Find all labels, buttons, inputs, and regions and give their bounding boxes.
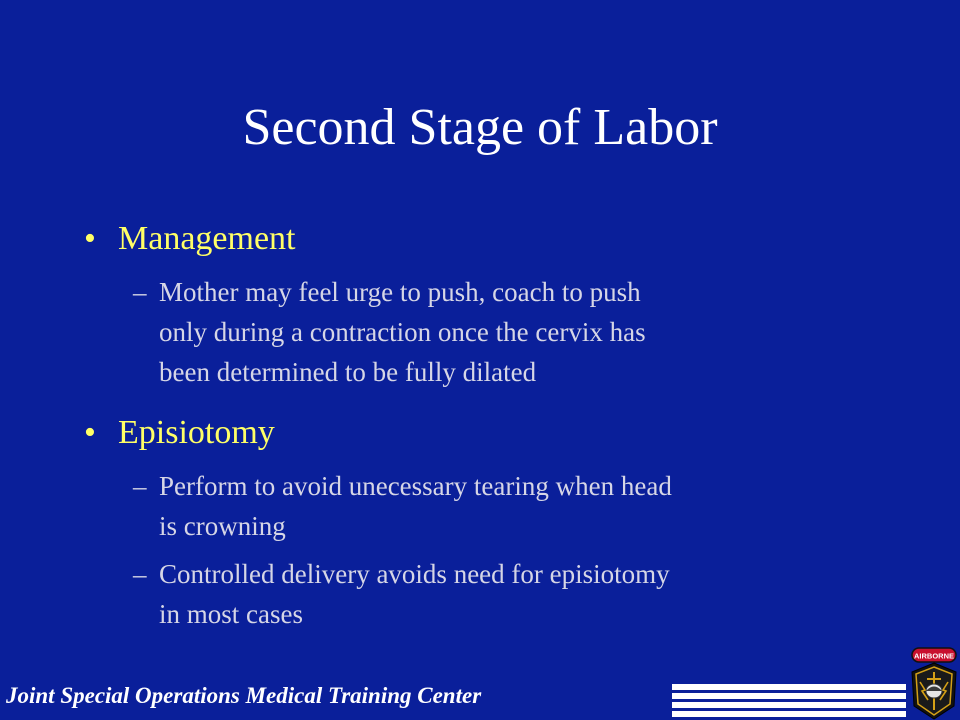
dash-icon: – — [133, 471, 147, 501]
footer-title: Joint Special Operations Medical Training Center — [6, 683, 482, 708]
sub-line: Mother may feel urge to push, coach to push — [159, 277, 641, 307]
emblem-tab-text: AIRBORNE — [913, 651, 955, 661]
sub-line: is crowning — [159, 511, 286, 541]
footer-stripes — [672, 684, 906, 718]
sub-line: been determined to be fully dilated — [159, 357, 537, 387]
bullet-episiotomy — [84, 408, 884, 458]
dash-icon: – — [133, 277, 147, 307]
sub-line: Controlled delivery avoids need for episiotomy — [159, 559, 670, 589]
bullet-icon: • — [84, 414, 96, 451]
bullet-label: Management — [118, 220, 296, 257]
sub-line: only during a contraction once the cervix has — [159, 317, 646, 347]
sub-bullet — [84, 554, 884, 634]
slide-content — [84, 214, 884, 634]
stripe — [672, 711, 906, 717]
bullet-management — [84, 214, 884, 264]
sub-bullet — [84, 272, 884, 392]
dash-icon: – — [133, 559, 147, 589]
bullet-icon: • — [84, 220, 96, 257]
bullet-label: Episiotomy — [118, 414, 275, 451]
airborne-emblem-icon — [908, 646, 960, 720]
sub-bullet — [84, 466, 884, 546]
stripe — [672, 702, 906, 708]
sub-line: Perform to avoid unecessary tearing when head — [159, 471, 672, 501]
sub-line: in most cases — [159, 599, 303, 629]
stripe — [672, 693, 906, 699]
slide-title: Second Stage of Labor — [242, 99, 718, 156]
stripe — [672, 684, 906, 690]
